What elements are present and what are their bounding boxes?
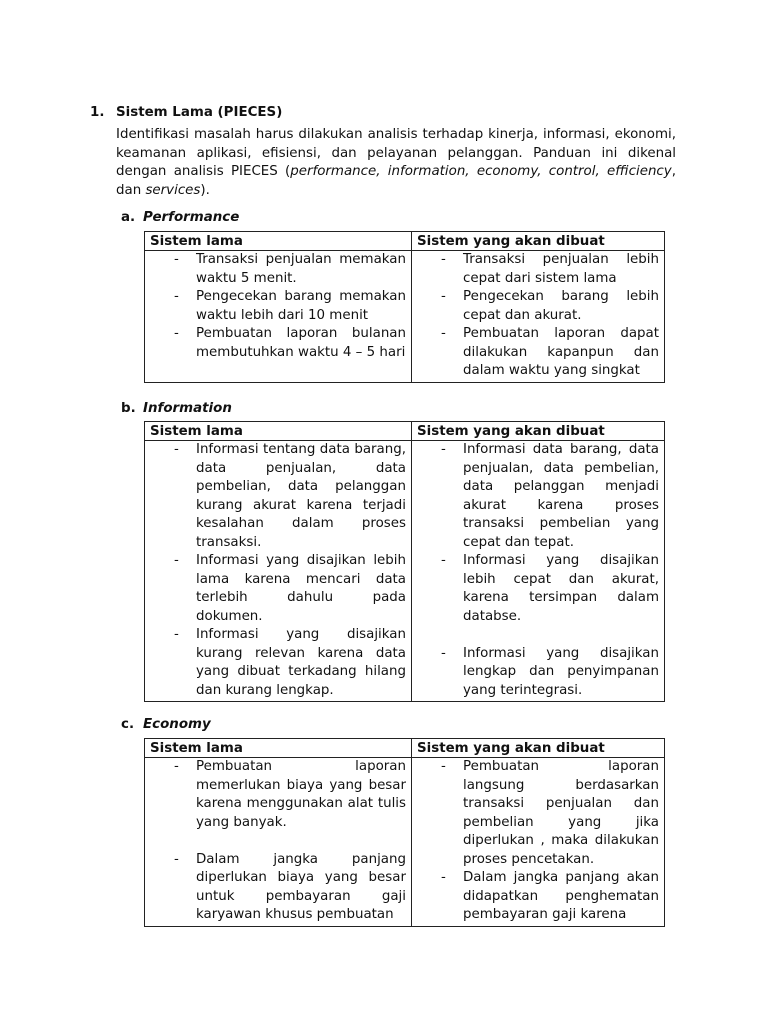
old-items-list xyxy=(145,441,411,701)
bullet-dash: - xyxy=(441,759,446,774)
bullet-dash: - xyxy=(174,289,179,304)
bullet-dash: - xyxy=(441,870,446,885)
list-item xyxy=(412,869,659,925)
old-system-cell xyxy=(145,758,412,927)
bullet-dash: - xyxy=(174,252,179,267)
list-item xyxy=(145,251,406,288)
item-text: Pengecekan barang memakan waktu lebih dari 10 menit xyxy=(196,289,406,323)
new-items-list xyxy=(412,251,664,382)
header-new-system: Sistem yang akan dibuat xyxy=(412,232,665,251)
old-system-cell xyxy=(145,441,412,702)
table-row xyxy=(145,758,665,927)
bullet-dash: - xyxy=(174,553,179,568)
list-item xyxy=(145,552,406,626)
section-intro xyxy=(116,126,676,200)
economy-table xyxy=(144,738,665,927)
bullet-dash: - xyxy=(174,627,179,642)
bullet-dash: - xyxy=(174,759,179,774)
list-item xyxy=(145,758,406,832)
bullet-dash: - xyxy=(174,442,179,457)
item-text: Pembuatan laporan memerlukan biaya yang besar karena menggunakan alat tulis yang banyak. xyxy=(196,759,406,830)
intro-mid: , dan xyxy=(116,164,676,198)
subsection-title: Performance xyxy=(143,210,240,225)
item-text: Dalam jangka panjang akan didapatkan penghematan pembayaran gaji karena xyxy=(463,870,659,922)
bullet-dash: - xyxy=(441,553,446,568)
information-table xyxy=(144,421,665,702)
intro-text: Identifikasi masalah harus dilakukan analisis terhadap kinerja, informasi, ekonomi, keamanan aplikasi, efisiensi, dan pelayanan pelanggan. Panduan ini dikenal dengan analisis PIECES ( xyxy=(116,127,676,179)
bullet-dash: - xyxy=(441,442,446,457)
list-item xyxy=(412,552,659,626)
list-item xyxy=(412,758,659,869)
list-item xyxy=(412,645,659,701)
item-text: Informasi data barang, data penjualan, data pembelian, data pelanggan menjadi akurat karena proses transaksi pembelian yang cepat dan tepat. xyxy=(463,442,659,550)
subsection-title: Information xyxy=(143,401,232,416)
item-text: Informasi yang disajikan lebih lama karena mencari data terlebih dahulu pada dokumen. xyxy=(196,553,406,624)
new-system-cell xyxy=(412,441,665,702)
list-item xyxy=(412,325,659,381)
item-text: Pembuatan laporan langsung berdasarkan transaksi penjualan dan pembelian yang jika diperlukan , maka dilakukan proses pencetakan. xyxy=(463,759,659,867)
old-items-list xyxy=(145,758,411,926)
subsection-letter: c. xyxy=(121,717,135,732)
list-item xyxy=(412,288,659,325)
item-text: Informasi yang disajikan lengkap dan penyimpanan yang terintegrasi. xyxy=(463,645,659,698)
header-new-system: Sistem yang akan dibuat xyxy=(412,422,665,441)
old-system-cell xyxy=(145,251,412,383)
table-header-row xyxy=(145,422,665,441)
subsection-economy-heading xyxy=(121,716,521,735)
item-text: Transaksi penjualan lebih cepat dari sistem lama xyxy=(463,252,659,286)
intro-italic-terms: performance, information, economy, control, efficiency xyxy=(290,164,672,179)
subsection-information-heading xyxy=(121,400,521,419)
table-row xyxy=(145,251,665,383)
header-old-system: Sistem lama xyxy=(145,739,412,758)
list-item xyxy=(145,288,406,325)
new-items-list xyxy=(412,758,664,926)
bullet-dash: - xyxy=(174,326,179,341)
subsection-letter: a. xyxy=(121,210,136,225)
list-item xyxy=(145,851,406,925)
new-items-list xyxy=(412,441,664,701)
table-row xyxy=(145,441,665,702)
list-item xyxy=(145,441,406,552)
item-text: Informasi yang disajikan kurang relevan karena data yang dibuat terkadang hilang dan kurang lengkap. xyxy=(196,627,406,698)
intro-italic-services: services xyxy=(145,182,201,198)
bullet-dash: - xyxy=(441,326,446,341)
item-text: Dalam jangka panjang diperlukan biaya yang besar untuk pembayaran gaji karyawan khusus pembuatan xyxy=(196,851,406,922)
section-heading xyxy=(90,104,690,123)
item-text: Transaksi penjualan memakan waktu 5 menit. xyxy=(196,252,406,286)
subsection-performance-heading xyxy=(121,209,521,228)
list-item xyxy=(145,626,406,700)
bullet-dash: - xyxy=(441,289,446,304)
section-number: 1. xyxy=(90,105,105,120)
table-header-row xyxy=(145,232,665,251)
header-old-system: Sistem lama xyxy=(145,232,412,251)
table-header-row xyxy=(145,739,665,758)
subsection-letter: b. xyxy=(121,401,136,416)
item-text: Informasi tentang data barang, data penjualan, data pembelian, data pelanggan kurang akurat karena terjadi kesalahan dalam proses transaksi. xyxy=(196,442,406,550)
bullet-dash: - xyxy=(174,851,179,867)
list-item xyxy=(412,251,659,288)
item-text: Informasi yang disajikan lebih cepat dan akurat, karena tersimpan dalam databse. xyxy=(463,553,659,624)
header-new-system: Sistem yang akan dibuat xyxy=(412,739,665,758)
header-old-system: Sistem lama xyxy=(145,422,412,441)
bullet-dash: - xyxy=(441,645,446,661)
list-item xyxy=(145,325,406,362)
new-system-cell xyxy=(412,758,665,927)
section-title: Sistem Lama (PIECES) xyxy=(116,105,283,120)
old-items-list xyxy=(145,251,411,363)
new-system-cell xyxy=(412,251,665,383)
subsection-title: Economy xyxy=(143,717,211,732)
bullet-dash: - xyxy=(441,252,446,267)
item-text: Pengecekan barang lebih cepat dan akurat. xyxy=(463,289,659,323)
item-text: Pembuatan laporan bulanan membutuhkan waktu 4 – 5 hari xyxy=(196,326,406,360)
item-text: Pembuatan laporan dapat dilakukan kapanpun dan dalam waktu yang singkat xyxy=(463,326,659,378)
performance-table xyxy=(144,231,665,383)
intro-end: ). xyxy=(200,182,210,198)
list-item xyxy=(412,441,659,552)
